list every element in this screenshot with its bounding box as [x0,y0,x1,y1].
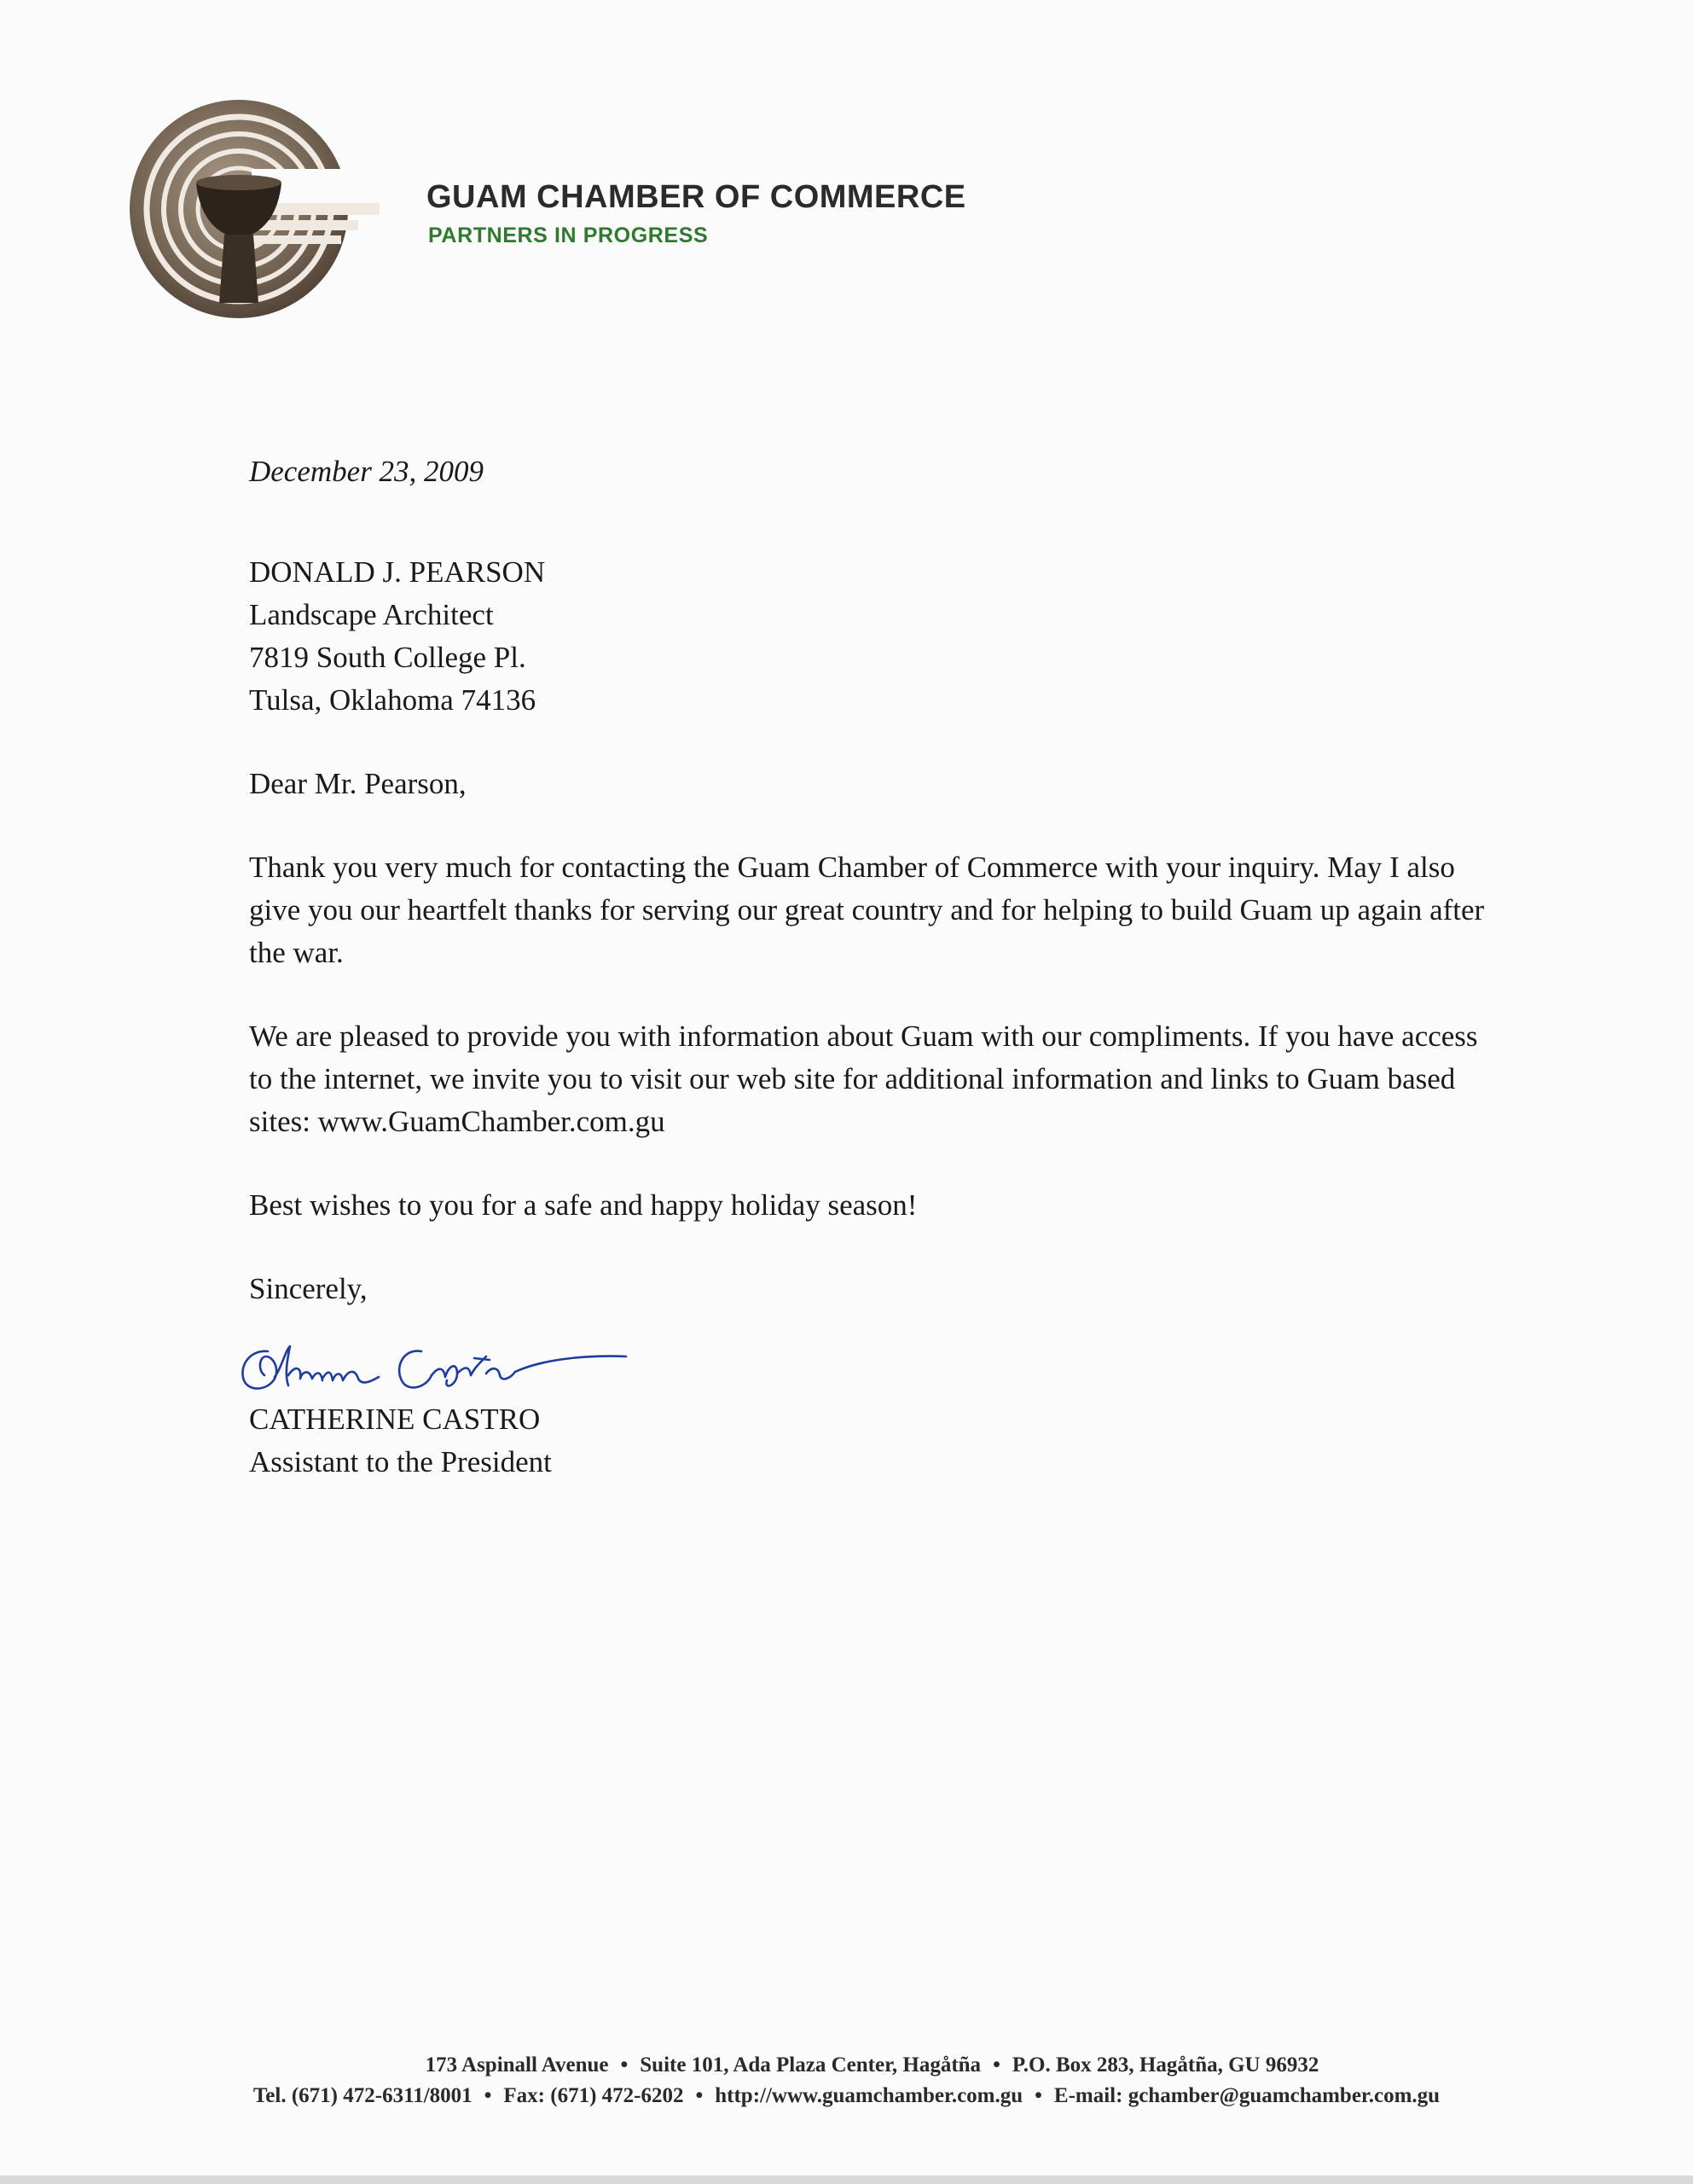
signer-name: CATHERINE CASTRO [249,1403,541,1436]
recipient-address [249,551,1494,722]
recipient-street: 7819 South College Pl. [249,641,526,674]
salutation: Dear Mr. Pearson, [249,767,467,800]
footer-website: http://www.guamchamber.com.gu [715,2084,1023,2107]
organization-tagline: PARTNERS IN PROGRESS [428,224,709,247]
footer-email: E-mail: gchamber@guamchamber.com.gu [1053,2084,1441,2107]
footer-separator: • [993,2053,1000,2077]
footer-separator: • [1035,2084,1042,2107]
letter-body [249,450,1494,1484]
organization-name: GUAM CHAMBER OF COMMERCE [426,179,966,215]
handwritten-signature [234,1326,635,1407]
recipient-city: Tulsa, Oklahoma 74136 [249,683,536,717]
footer-separator: • [695,2084,704,2107]
recipient-title: Landscape Architect [249,598,494,631]
footer-fax: Fax: (671) 472-6202 [503,2084,684,2107]
footer-telephone: Tel. (671) 472-6311/8001 [252,2084,473,2107]
recipient-name: DONALD J. PEARSON [249,555,546,589]
footer-po-box: P.O. Box 283, Hagåtña, GU 96932 [1012,2053,1319,2077]
paragraph-thanks: Thank you very much for contacting the Guam Chamber of Commerce with your inquiry. May I also give you our heartfelt thanks for serving our great country and for helping to build Guam up again after the war. [249,851,1485,969]
footer-separator: • [620,2053,629,2077]
paragraph-holiday-wishes: Best wishes to you for a safe and happy holiday season! [249,1188,918,1222]
footer-suite: Suite 101, Ada Plaza Center, Hagåtña [640,2053,982,2077]
paragraph-information: We are pleased to provide you with information about Guam with our compliments. If you have access to the internet, we invite you to visit our web site for additional information and links to Guam based sites: www.GuamChamber.com.gu [249,1019,1478,1138]
scan-bottom-edge [0,2175,1693,2184]
closing: Sincerely, [249,1272,368,1305]
letter-date: December 23, 2009 [249,455,484,488]
footer-separator: • [484,2084,492,2107]
footer-address-line [0,2053,1693,2077]
latte-stone-g-logo-icon [124,94,384,324]
signer-title: Assistant to the President [249,1445,552,1478]
footer-street: 173 Aspinall Avenue [425,2053,609,2077]
footer-contact-line [0,2084,1693,2108]
